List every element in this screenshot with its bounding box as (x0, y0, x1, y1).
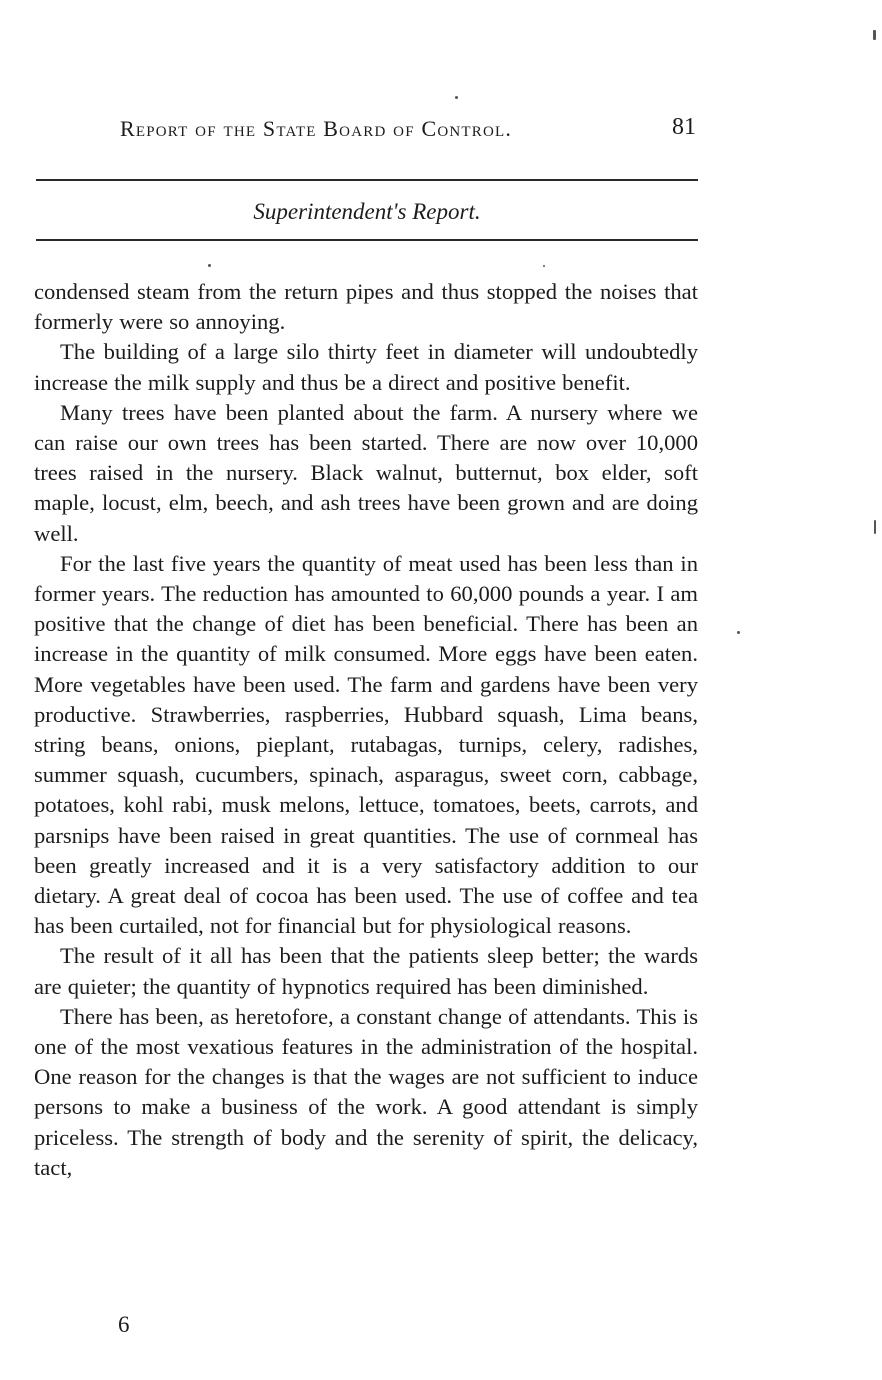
paragraph-silo: The building of a large silo thirty feet in diameter will undoubtedly increase the milk supply and thus be a direct and positive benefit. (34, 339, 698, 395)
scan-speck (543, 265, 545, 267)
paragraph-continued: condensed steam from the return pipes and thus stopped the noises that formerly were so annoying. (34, 279, 698, 335)
signature-mark: 6 (118, 1312, 130, 1337)
paragraph-result: The result of it all has been that the patients sleep better; the wards are quieter; the quantity of hypnotics required has been diminished. (34, 943, 698, 999)
scan-speck (455, 96, 458, 99)
paragraph-attendants: There has been, as heretofore, a constant change of attendants. This is one of the most vexatious features in the administration of the hospital. One reason for the changes is that the wages are not sufficient to induce persons to make a business of the work. A good attendant is simply priceless. The strength of body and the serenity of spirit, the delicacy, tact, (34, 1003, 698, 1180)
section-title: Superintendent's Report. (253, 199, 481, 224)
scan-speck (208, 264, 211, 267)
scan-speck (873, 30, 876, 40)
scan-speck (874, 520, 876, 534)
page-number: 81 (672, 114, 696, 140)
paragraph-diet: For the last five years the quantity of meat used has been less than in former years. The reduction has amounted to 60,000 pounds a year. I am positive that the change of diet has been beneficial. There has been an increase in the quantity of milk consumed. More eggs have been eaten. More vegetables have been used. The farm and gardens have been very productive. Strawberries, raspberries, Hubbard squash, Lima beans, string beans, onions, pieplant, rutabagas, turnips, celery, radishes, summer squash, cucumbers, spinach, asparagus, sweet corn, cabbage, potatoes, kohl rabi, musk melons, lettuce, tomatoes, beets, carrots, and parsnips have been raised in great quantities. The use of cornmeal has been greatly increased and it is a very satisfactory addition to our dietary. A great deal of cocoa has been used. The use of coffee and tea has been curtailed, not for financial but for physiological reasons. (34, 550, 698, 939)
paragraph-trees: Many trees have been planted about the farm. A nursery where we can raise our own trees has been started. There are now over 10,000 trees raised in the nursery. Black walnut, butternut, box elder, soft maple, locust, elm, beech, and ash trees have been grown and are doing well. (34, 399, 698, 546)
body-text (34, 277, 698, 1183)
header-rule-top (36, 179, 698, 181)
header-rule-bottom (36, 239, 698, 241)
running-head-title: Report of the State Board of Control. (120, 116, 513, 141)
scan-speck (737, 631, 740, 634)
